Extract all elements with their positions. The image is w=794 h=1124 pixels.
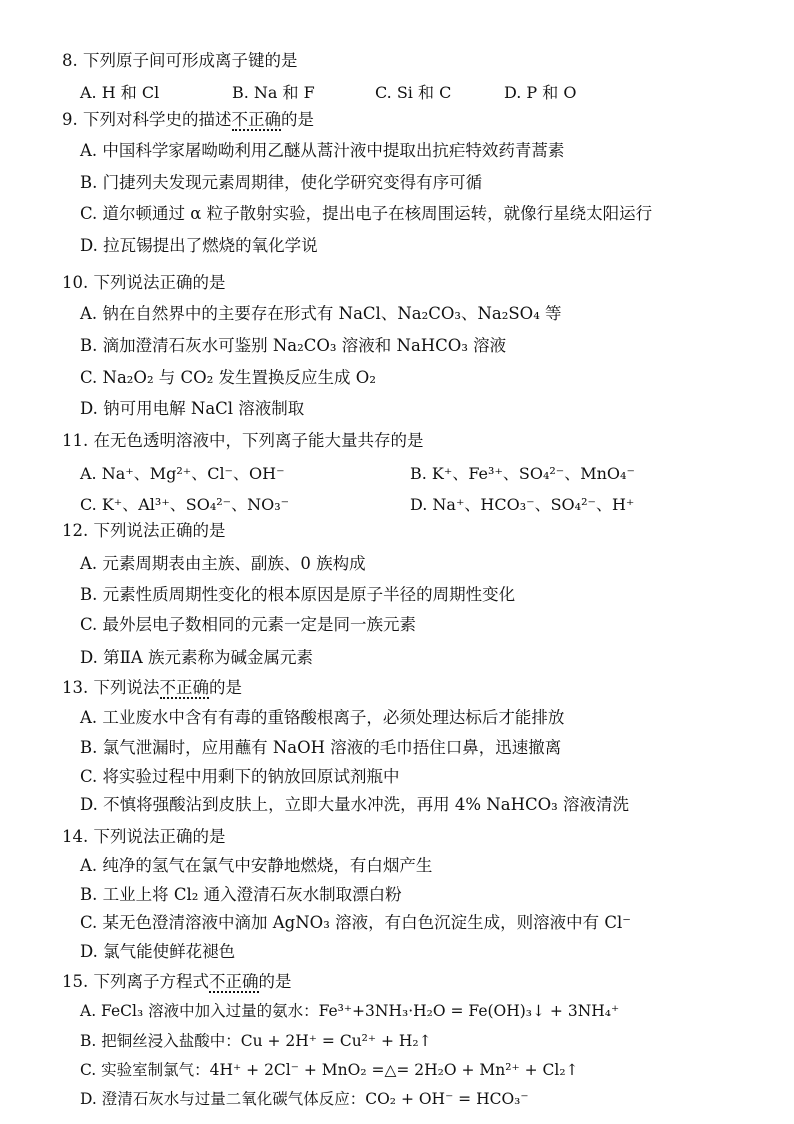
option-12a: A. 元素周期表由主族、副族、0 族构成 bbox=[80, 554, 366, 573]
option-8d: D. P 和 O bbox=[504, 83, 577, 102]
option-15b: B. 把铜丝浸入盐酸中：Cu + 2H⁺ = Cu²⁺ + H₂↑ bbox=[80, 1032, 432, 1050]
question-13-stem-pre: 13. 下列说法 bbox=[62, 678, 160, 697]
question-12-stem: 12. 下列说法正确的是 bbox=[62, 521, 226, 540]
option-14c: C. 某无色澄清溶液中滴加 AgNO₃ 溶液，有白色沉淀生成，则溶液中有 Cl⁻ bbox=[80, 913, 631, 932]
option-11a: A. Na⁺、Mg²⁺、Cl⁻、OH⁻ bbox=[80, 464, 285, 483]
option-8c: C. Si 和 C bbox=[375, 83, 452, 102]
question-9-emphasis: 不正确 bbox=[231, 110, 281, 129]
question-15-stem-pre: 15. 下列离子方程式 bbox=[62, 972, 209, 991]
option-9c: C. 道尔顿通过 α 粒子散射实验，提出电子在核周围运转，就像行星绕太阳运行 bbox=[80, 204, 653, 223]
question-8-stem bbox=[0, 50, 794, 72]
option-12d: D. 第ⅡA 族元素称为碱金属元素 bbox=[80, 648, 314, 667]
question-8-options bbox=[0, 80, 794, 104]
question-15-stem bbox=[0, 971, 794, 993]
option-10b: B. 滴加澄清石灰水可鉴别 Na₂CO₃ 溶液和 NaHCO₃ 溶液 bbox=[80, 336, 507, 355]
option-12c: C. 最外层电子数相同的元素一定是同一族元素 bbox=[80, 615, 417, 634]
option-13a: A. 工业废水中含有有毒的重铬酸根离子，必须处理达标后才能排放 bbox=[80, 708, 565, 727]
question-13-stem bbox=[0, 677, 794, 699]
option-14b: B. 工业上将 Cl₂ 通入澄清石灰水制取漂白粉 bbox=[80, 885, 402, 904]
question-8-stem-text: 8. 下列原子间可形成离子键的是 bbox=[62, 51, 298, 70]
option-14d: D. 氯气能使鲜花褪色 bbox=[80, 942, 236, 961]
option-9a: A. 中国科学家屠呦呦利用乙醚从蒿汁液中提取出抗疟特效药青蒿素 bbox=[80, 141, 565, 160]
question-9-stem bbox=[0, 109, 794, 131]
option-13c: C. 将实验过程中用剩下的钠放回原试剂瓶中 bbox=[80, 767, 400, 786]
question-10-stem: 10. 下列说法正确的是 bbox=[62, 273, 226, 292]
question-14-stem: 14. 下列说法正确的是 bbox=[62, 827, 226, 846]
option-13d: D. 不慎将强酸沾到皮肤上，立即大量水冲洗，再用 4% NaHCO₃ 溶液清洗 bbox=[80, 795, 629, 814]
option-15c: C. 实验室制氯气：4H⁺ + 2Cl⁻ + MnO₂ =△= 2H₂O + Mn²⁺ + Cl₂↑ bbox=[80, 1061, 579, 1079]
question-13-emphasis: 不正确 bbox=[159, 678, 209, 697]
option-15d: D. 澄清石灰水与过量二氧化碳气体反应：CO₂ + OH⁻ = HCO₃⁻ bbox=[80, 1090, 529, 1108]
option-9b: B. 门捷列夫发现元素周期律，使化学研究变得有序可循 bbox=[80, 173, 483, 192]
question-15-stem-post: 的是 bbox=[258, 972, 292, 991]
question-9-stem-pre: 9. 下列对科学史的描述 bbox=[62, 110, 232, 129]
option-12b: B. 元素性质周期性变化的根本原因是原子半径的周期性变化 bbox=[80, 585, 516, 604]
option-8b: B. Na 和 F bbox=[232, 83, 315, 102]
option-15a: A. FeCl₃ 溶液中加入过量的氨水：Fe³⁺+3NH₃·H₂O = Fe(OH)₃↓ + 3NH₄⁺ bbox=[80, 1002, 620, 1020]
option-11d: D. Na⁺、HCO₃⁻、SO₄²⁻、H⁺ bbox=[410, 495, 635, 514]
option-10d: D. 钠可用电解 NaCl 溶液制取 bbox=[80, 399, 305, 418]
question-13-stem-post: 的是 bbox=[209, 678, 242, 697]
option-9d: D. 拉瓦锡提出了燃烧的氧化学说 bbox=[80, 236, 318, 255]
option-10c: C. Na₂O₂ 与 CO₂ 发生置换反应生成 O₂ bbox=[80, 368, 376, 387]
option-14a: A. 纯净的氢气在氯气中安静地燃烧，有白烟产生 bbox=[80, 856, 433, 875]
option-11c: C. K⁺、Al³⁺、SO₄²⁻、NO₃⁻ bbox=[80, 495, 290, 514]
option-11b: B. K⁺、Fe³⁺、SO₄²⁻、MnO₄⁻ bbox=[410, 464, 635, 483]
option-10a: A. 钠在自然界中的主要存在形式有 NaCl、Na₂CO₃、Na₂SO₄ 等 bbox=[80, 304, 562, 323]
question-9-stem-post: 的是 bbox=[281, 110, 314, 129]
question-11-options-row1 bbox=[0, 461, 794, 485]
option-13b: B. 氯气泄漏时，应用蘸有 NaOH 溶液的毛巾捂住口鼻，迅速撤离 bbox=[80, 738, 562, 757]
question-11-options-row2 bbox=[0, 492, 794, 516]
option-8a: A. H 和 Cl bbox=[80, 83, 160, 102]
question-15-emphasis: 不正确 bbox=[209, 972, 259, 991]
question-11-stem: 11. 在无色透明溶液中，下列离子能大量共存的是 bbox=[62, 431, 424, 450]
